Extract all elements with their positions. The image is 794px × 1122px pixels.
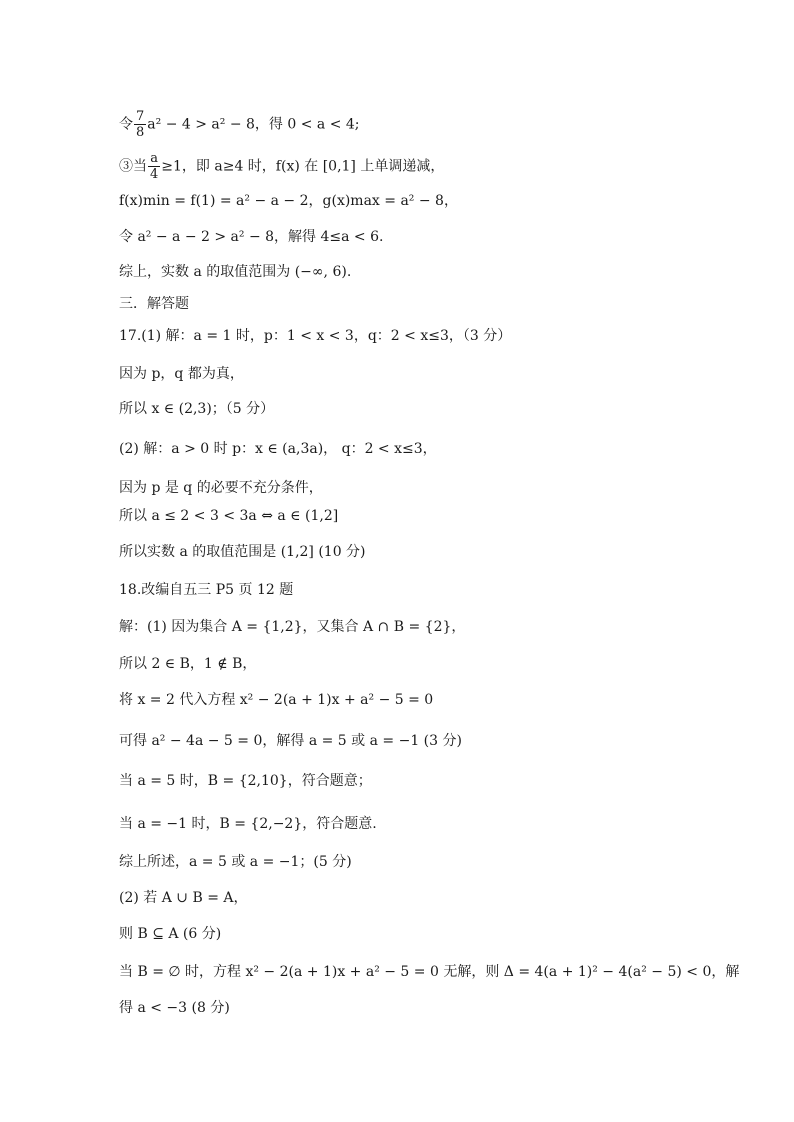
solution-line-21: 综上所述，a = 5 或 a = −1；(5 分) xyxy=(119,854,352,870)
solution-line-25: 得 a < −3 (8 分) xyxy=(119,1000,230,1016)
solution-line-10: (2) 解：a > 0 时 p：x ∈ (a,3a)， q：2 < x≤3， xyxy=(119,441,437,457)
section-heading: 三．解答题 xyxy=(119,296,189,312)
fraction-numerator: a xyxy=(148,151,160,167)
solution-line-7: 17.(1) 解：a = 1 时，p：1 < x < 3，q：2 < x≤3，（3 分） xyxy=(119,328,512,344)
solution-line-15: 解：(1) 因为集合 A = {1,2}，又集合 A ∩ B = {2}， xyxy=(119,619,466,635)
solution-line-11: 因为 p 是 q 的必要不充分条件， xyxy=(119,480,323,496)
solution-line-4: 令 a² − a − 2 > a² − 8，解得 4≤a < 6. xyxy=(119,229,384,245)
solution-line-5: 综上，实数 a 的取值范围为 (−∞, 6). xyxy=(119,264,352,280)
solution-line-17: 将 x = 2 代入方程 x² − 2(a + 1)x + a² − 5 = 0 xyxy=(119,692,434,708)
solution-line-8: 因为 p，q 都为真， xyxy=(119,366,244,382)
solution-line-2 xyxy=(119,151,679,182)
line-text-suffix: ≥1，即 a≥4 时，f(x) 在 [0,1] 上单调递减， xyxy=(161,158,445,175)
solution-line-24: 当 B = ∅ 时，方程 x² − 2(a + 1)x + a² − 5 = 0 无解，则 Δ = 4(a + 1)² − 4(a² − 5) < 0，解 xyxy=(119,964,740,980)
line-text-prefix: 令 xyxy=(119,116,133,133)
solution-line-20: 当 a = −1 时，B = {2,−2}，符合题意. xyxy=(119,816,377,832)
solution-line-23: 则 B ⊆ A (6 分) xyxy=(119,926,222,942)
problem-header: 18.改编自五三 P5 页 12 题 xyxy=(119,582,294,598)
solution-line-16: 所以 2 ∈ B，1 ∉ B， xyxy=(119,656,257,672)
fraction-denominator: 4 xyxy=(150,167,159,182)
fraction xyxy=(134,109,146,140)
solution-line-3: f(x)min = f(1) = a² − a − 2，g(x)max = a² − 8， xyxy=(119,193,458,209)
fraction xyxy=(148,151,160,182)
solution-line-19: 当 a = 5 时，B = {2,10}，符合题意； xyxy=(119,773,372,789)
solution-line-1 xyxy=(119,109,679,140)
solution-line-9: 所以 x ∈ (2,3)；（5 分） xyxy=(119,401,275,417)
solution-line-13: 所以实数 a 的取值范围是 (1,2] (10 分) xyxy=(119,544,366,560)
fraction-numerator: 7 xyxy=(136,109,145,124)
solution-line-18: 可得 a² − 4a − 5 = 0，解得 a = 5 或 a = −1 (3 分) xyxy=(119,733,462,749)
fraction-denominator: 8 xyxy=(136,125,145,140)
solution-line-22: (2) 若 A ∪ B = A， xyxy=(119,890,248,906)
line-text-suffix: a² − 4 > a² − 8，得 0 < a < 4; xyxy=(147,116,360,133)
solution-line-12: 所以 a ≤ 2 < 3 < 3a ⇔ a ∈ (1,2] xyxy=(119,508,339,524)
line-text-prefix: ③当 xyxy=(119,158,147,175)
